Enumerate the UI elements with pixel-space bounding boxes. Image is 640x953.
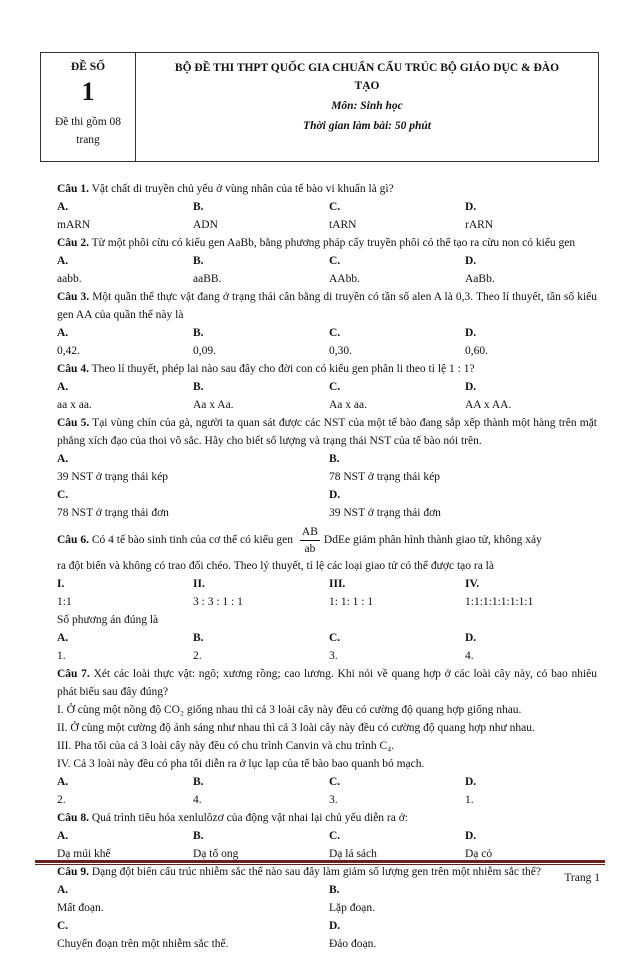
fraction-denominator: ab <box>304 543 316 555</box>
footer-rule-thick <box>35 860 605 863</box>
option-c: C. AAbb. <box>329 255 360 285</box>
options-4 <box>57 378 597 414</box>
exam-label: ĐỀ SỐ <box>70 61 106 73</box>
question-label: Câu 9. <box>57 866 89 878</box>
option-a: A. aabb. <box>57 255 82 285</box>
statement-iv: IV. 1:1:1:1:1:1:1:1 <box>465 578 534 608</box>
question-3 <box>57 288 597 324</box>
options-5-row2 <box>57 486 597 522</box>
question-text: Tại vùng chín của gà, người ta quan sát được các NST của một tế bào đang sắp xếp thành một hàng trên mặt phẳng xích đạo của thoi vô sắc. Hãy cho biết số lượng và trạng thái NST của tế bào nói trên. <box>57 417 597 447</box>
option-c: C. Dạ lá sách <box>329 830 377 860</box>
option-a: A. 39 NST ở trạng thái kép <box>57 453 168 483</box>
option-b: B. aaBB. <box>193 255 222 285</box>
exam-title-line2: TẠO <box>354 80 380 92</box>
question-text: Xét các loài thực vật: ngô; xương rồng; cao lương. Khi nói về quang hợp ở các loài cây này, có bao nhiêu phát biểu sau đây đúng? <box>57 668 597 698</box>
question-text: Dạng đột biến cấu trúc nhiễm sắc thể nào sau đây làm giảm số lượng gen trên một nhiễm sắc thể? <box>88 866 542 878</box>
question-9 <box>57 863 597 881</box>
option-d: D. rARN <box>465 201 494 231</box>
option-c: C. Chuyển đoạn trên một nhiễm sắc thể. <box>57 920 229 950</box>
options-9-row2 <box>57 917 597 953</box>
options-8 <box>57 827 597 863</box>
option-b: B. Lặp đoạn. <box>329 884 375 914</box>
exam-title-line1: BỘ ĐỀ THI THPT QUỐC GIA CHUẨN CẤU TRÚC BỘ GIÁO DỤC & ĐÀO <box>174 62 560 74</box>
footer-rule-thin <box>35 864 605 865</box>
question-7 <box>57 665 597 701</box>
fraction-numerator: AB <box>300 524 320 541</box>
option-b: B. Dạ tổ ong <box>193 830 239 860</box>
option-c: C. 3. <box>329 776 341 806</box>
options-5-row1 <box>57 450 597 486</box>
question-label: Câu 6. <box>57 534 89 547</box>
count-prompt: Số phương án đúng là <box>57 614 159 626</box>
option-d: D. 1. <box>465 776 477 806</box>
options-3 <box>57 324 597 360</box>
subject: Môn: Sinh học <box>331 100 403 112</box>
option-b: B. Aa x Aa. <box>193 381 234 411</box>
options-2 <box>57 252 597 288</box>
question-text: Vật chất di truyền chủ yếu ở vùng nhân của tế bào vi khuẩn là gì? <box>88 183 394 195</box>
option-a: A. aa x aa. <box>57 381 92 411</box>
option-a: A. mARN <box>57 201 91 231</box>
question-label: Câu 8. <box>57 812 89 824</box>
question-6 <box>57 524 597 557</box>
option-b: B. 2. <box>193 632 204 662</box>
options-1 <box>57 198 597 234</box>
pages-count-line2: trang <box>76 134 100 146</box>
option-b: B. 78 NST ở trạng thái kép <box>329 453 440 483</box>
option-a: A. Dạ múi khế <box>57 830 111 860</box>
option-b: B. ADN <box>193 201 218 231</box>
page-number: Trang 1 <box>564 872 600 884</box>
question-8 <box>57 809 597 827</box>
question-5 <box>57 414 597 450</box>
option-b: B. 4. <box>193 776 204 806</box>
question-4 <box>57 360 597 378</box>
option-d: D. AA x AA. <box>465 381 512 411</box>
option-a: A. 1. <box>57 632 69 662</box>
option-d: D. 4. <box>465 632 477 662</box>
question-label: Câu 4. <box>57 363 89 375</box>
question-1 <box>57 180 597 198</box>
option-b: B. 0,09. <box>193 327 216 357</box>
exam-id-cell <box>41 53 136 161</box>
duration: Thời gian làm bài: 50 phút <box>303 120 431 132</box>
question-text: Một quần thể thực vật đang ở trạng thái cân bằng di truyền có tần số alen A là 0,3. Theo lí thuyết, tần số kiểu gen AA của quần thể này là <box>57 291 597 321</box>
exam-header-table <box>40 52 599 162</box>
option-c: C. tARN <box>329 201 357 231</box>
question-6-line2: ra đột biến và không có trao đổi chéo. Theo lý thuyết, tỉ lệ các loại giao tử có thể được tạo ra là <box>57 560 494 572</box>
question-text: Theo lí thuyết, phép lai nào sau đây cho đời con có kiểu gen phân li theo tỉ lệ 1 : 1? <box>88 363 475 375</box>
option-c: C. 0,30. <box>329 327 352 357</box>
exam-number: 1 <box>81 77 95 106</box>
statements-6 <box>57 575 597 611</box>
options-7 <box>57 773 597 809</box>
option-c: C. Aa x aa. <box>329 381 367 411</box>
question-list <box>57 180 597 953</box>
option-a: A. 2. <box>57 776 69 806</box>
pages-count-line1: Đề thi gồm 08 <box>54 116 122 128</box>
statement-iii: III. 1: 1: 1 : 1 <box>329 578 374 608</box>
options-9-row1 <box>57 881 597 917</box>
genotype-fraction <box>300 524 320 557</box>
question-text: Từ một phôi cừu có kiểu gen AaBb, bằng phương pháp cấy truyền phôi có thể tạo ra cừu non có kiểu gen <box>88 237 576 249</box>
exam-title-cell <box>136 53 598 161</box>
question-text: Quá trình tiêu hóa xenlulôzơ của động vật nhai lại chủ yếu diễn ra ở: <box>88 812 409 824</box>
question-label: Câu 5. <box>57 417 90 429</box>
options-6 <box>57 629 597 665</box>
question-label: Câu 7. <box>57 668 90 680</box>
question-text-cont: DdEe giảm phân hình thành giao tử, không xảy <box>323 534 542 547</box>
option-c: C. 78 NST ở trạng thái đơn <box>57 489 169 519</box>
statement-ii: II. Ở cùng một cường độ ánh sáng như nhau thì cả 3 loài cây này đều có cường độ quang hợp như nhau. <box>57 722 535 734</box>
option-a: A. 0,42. <box>57 327 80 357</box>
question-label: Câu 2. <box>57 237 89 249</box>
question-2 <box>57 234 597 252</box>
statement-ii: II. 3 : 3 : 1 : 1 <box>193 578 243 608</box>
option-d: D. Đảo đoạn. <box>329 920 377 950</box>
statement-i: I. 1:1 <box>57 578 72 608</box>
option-d: D. 0,60. <box>465 327 488 357</box>
option-d: D. AaBb. <box>465 255 495 285</box>
option-a: A. Mất đoạn. <box>57 884 104 914</box>
question-label: Câu 3. <box>57 291 90 303</box>
statement-iv: IV. Cả 3 loài này đều có pha tối diễn ra ở lục lạp của tế bào bao quanh bó mạch. <box>57 758 425 770</box>
option-c: C. 3. <box>329 632 341 662</box>
question-label: Câu 1. <box>57 183 89 195</box>
option-d: D. Dạ cỏ <box>465 830 493 860</box>
statement-iii: III. Pha tối của cả 3 loài cây này đều có chu trình Canvin và chu trình C₄. <box>57 740 395 752</box>
statement-i: I. Ở cùng một nồng độ CO₂ giống nhau thì cả 3 loài cây này đều có cường độ quang hợp giống nhau. <box>57 704 522 716</box>
question-text: Có 4 tế bào sinh tinh của cơ thể có kiểu gen <box>88 534 296 547</box>
option-d: D. 39 NST ở trạng thái đơn <box>329 489 441 519</box>
